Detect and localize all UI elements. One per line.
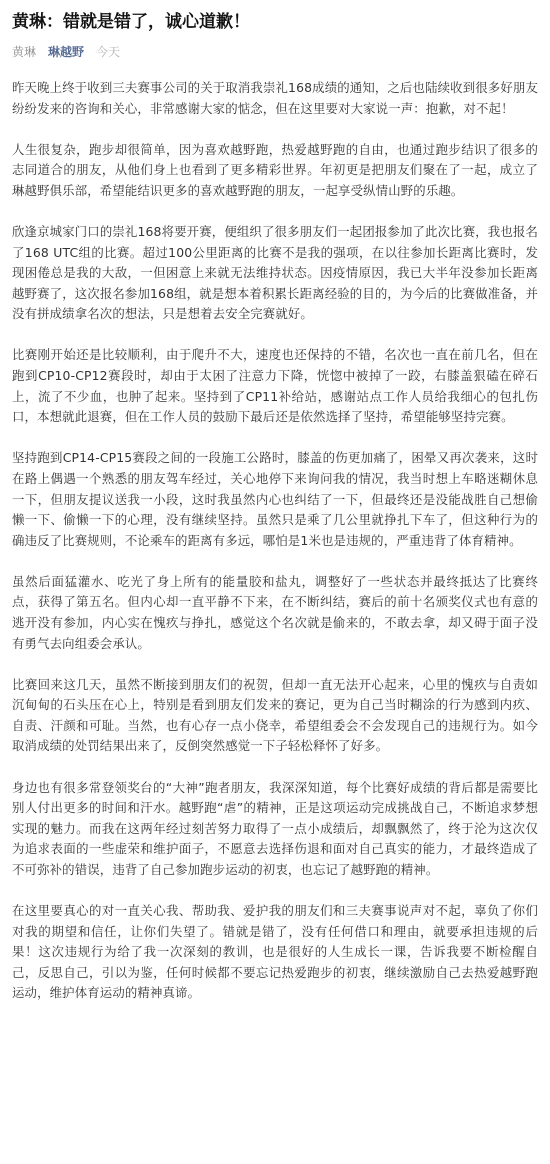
account-name-link[interactable]: 琳越野	[48, 45, 85, 59]
paragraph: 比赛回来这几天，虽然不断接到朋友们的祝贺，但却一直无法开心起来，心里的愧疚与自责如沉甸甸的石头压在心上，特别是看到朋友们发来的赛记，更为自己当时糊涂的行为感到内疚、自责、汗颜和可耻。当然，也有心存一点小侥幸，希望组委会不会发现自己的违规行为。如今取消成绩的处罚结果出来了，反倒突然感觉一下子轻松释怀了好多。	[12, 676, 538, 754]
article-title: 黄琳：错就是错了，诚心道歉！	[12, 12, 250, 32]
paragraph: 坚持跑到CP14-CP15赛段之间的一段施工公路时，膝盖的伤更加痛了，困晕又再次袭来，这时在路上偶遇一个熟悉的朋友驾车经过，关心地停下来询问我的情况，我当时想上车略迷糊休息一下，但朋友提议送我一小段，这时我虽然内心也纠结了一下，但最终还是没能战胜自己想偷懒一下、偷懒一下的心理，没有继续坚持。虽然只是乘了几公里就挣扎下车了，但这种行为的确违反了比赛规则，不论乘车的距离有多远，哪怕是1米也是违规的，严重违背了体育精神。	[12, 450, 538, 548]
article-body	[12, 78, 538, 1004]
paragraph: 人生很复杂，跑步却很简单，因为喜欢越野跑，热爱越野跑的自由，也通过跑步结识了很多的志同道合的朋友，从他们身上也看到了更多精彩世界。年初更是把朋友们聚在了一起，成立了琳越野俱乐部，希望能结识更多的喜欢越野跑的朋友，一起享受纵情山野的乐趣。	[12, 141, 538, 198]
paragraph: 在这里要真心的对一直关心我、帮助我、爱护我的朋友们和三夫赛事说声对不起，辜负了你们对我的期望和信任，让你们失望了。错就是错了，没有任何借口和理由，就要承担违规的后果！这次违规行为给了我一次深刻的教训，也是很好的人生成长一课，告诉我要不断检醒自己，反思自己，引以为鉴，任何时候都不要忘记热爱跑步的初衷，继续激励自己去热爱越野跑运动，维护体育运动的精神真谛。	[12, 903, 538, 1001]
paragraph: 虽然后面猛灌水、吃光了身上所有的能量胶和盐丸，调整好了一些状态并最终抵达了比赛终点，获得了第五名。但内心却一直平静不下来，在不断纠结，赛后的前十名颁奖仪式也有意的逃开没有参加，内心实在愧疚与挣扎，感觉这个名次就是偷来的，不敢去拿，却又碍于面子没有勇气去向组委会承认。	[12, 573, 538, 651]
article-meta	[12, 44, 538, 60]
paragraph: 比赛刚开始还是比较顺利，由于爬升不大，速度也还保持的不错，名次也一直在前几名，但在跑到CP10-CP12赛段时，却由于太困了注意力下降，恍惚中被掉了一跤，右膝盖狠磕在碎石上，流了不少血，也肿了起来。坚持到了CP11补给站，感谢站点工作人员给我细心的包扎伤口，本想就此退赛，但在工作人员的鼓励下最后还是依然选择了坚持，希望能够坚持完赛。	[12, 347, 538, 425]
paragraph: 欣逢京城家门口的崇礼168将要开赛，便组织了很多朋友们一起团报参加了此次比赛，我也报名了168 UTC组的比赛。超过100公里距离的比赛不是我的强项，在以往参加长距离比赛时，发现困倦总是我的大敌，一但困意上来就无法维持状态。因疫情原因，我已大半年没参加长距离越野赛了，这次报名参加168组，就是想本着积累长距离经验的目的，为今后的比赛做准备，并没有拼成绩拿名次的想法，只是想着去安全完赛就好。	[12, 223, 538, 322]
paragraph: 昨天晚上终于收到三夫赛事公司的关于取消我崇礼168成绩的通知，之后也陆续收到很多好朋友纷纷发来的咨询和关心，非常感谢大家的惦念，但在这里要对大家说一声：抱歉，对不起！	[12, 80, 538, 116]
paragraph: 身边也有很多常登领奖台的“大神”跑者朋友，我深深知道，每个比赛好成绩的背后都是需要比别人付出更多的时间和汗水。越野跑“虐”的精神，正是这项运动完成挑战自己，不断追求梦想实现的魅力。而我在这两年经过刻苦努力取得了一点小成绩后，却飘飘然了，终于沦为这次仅为追求表面的一些虚荣和维护面子，不愿意去选择伤退和面对自己真实的能力，才最终造成了不可弥补的错误，违背了自己参加跑步运动的初衷，也忘记了越野跑的精神。	[12, 779, 538, 877]
author-name: 黄琳	[12, 45, 37, 59]
publish-date: 今天	[96, 45, 121, 59]
